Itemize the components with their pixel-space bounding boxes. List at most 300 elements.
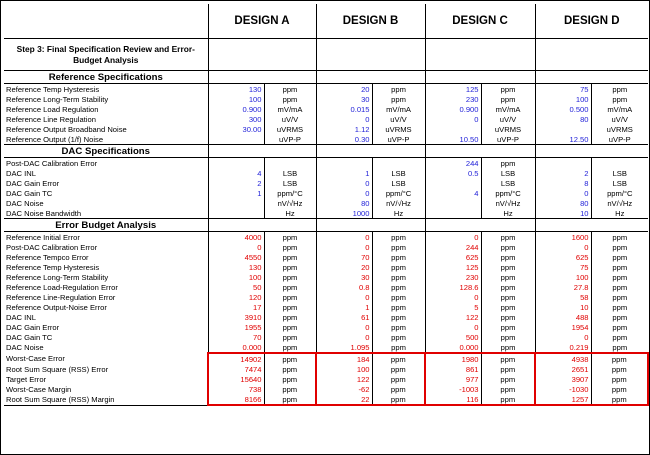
design-a-header[interactable]: DESIGN A: [208, 4, 316, 39]
row-label[interactable]: Root Sum Square (RSS) Margin: [4, 394, 208, 405]
unit-cell[interactable]: mV/mA: [481, 104, 535, 114]
table-row: [4, 208, 648, 219]
value-cell[interactable]: 3910: [208, 312, 264, 322]
row-label[interactable]: DAC INL: [6, 312, 36, 322]
row-label[interactable]: DAC Noise Bandwidth: [6, 208, 82, 218]
unit-cell[interactable]: LSB: [372, 168, 425, 178]
value-cell[interactable]: 0: [208, 242, 264, 252]
unit-cell[interactable]: ppm: [372, 322, 425, 332]
unit-cell[interactable]: ppm: [591, 292, 648, 302]
value-cell[interactable]: -1030: [535, 384, 591, 394]
unit-cell[interactable]: ppm: [591, 342, 648, 353]
step-blank-a[interactable]: [208, 39, 316, 71]
row-label[interactable]: Root Sum Square (RSS) Error: [6, 364, 109, 374]
unit-cell[interactable]: uV/V: [264, 114, 316, 124]
step-blank-d[interactable]: [535, 39, 648, 71]
unit-cell[interactable]: ppm: [372, 282, 425, 292]
value-cell[interactable]: 625: [425, 252, 481, 262]
error-budget-table: [4, 4, 649, 406]
unit-cell[interactable]: ppm: [481, 282, 535, 292]
unit-cell[interactable]: nV/√Hz: [372, 198, 425, 208]
table-row: [4, 262, 648, 272]
value-cell[interactable]: 230: [425, 94, 481, 104]
unit-cell[interactable]: ppm: [591, 332, 648, 342]
step-blank-b[interactable]: [316, 39, 425, 71]
value-cell[interactable]: 0: [535, 332, 591, 342]
section-blank-cell[interactable]: [316, 219, 425, 232]
unit-cell[interactable]: ppm: [591, 384, 648, 394]
value-cell[interactable]: 30: [316, 272, 372, 282]
unit-cell[interactable]: ppm: [481, 353, 535, 364]
value-cell[interactable]: 4: [208, 168, 264, 178]
value-cell[interactable]: 230: [425, 272, 481, 282]
unit-cell[interactable]: uV/V: [591, 114, 648, 124]
step-title[interactable]: Step 3: Final Specification Review and Error-Budget Analysis: [4, 39, 208, 71]
unit-cell[interactable]: ppm: [264, 252, 316, 262]
unit-cell[interactable]: ppm: [481, 262, 535, 272]
unit-cell[interactable]: ppm: [372, 353, 425, 364]
value-cell[interactable]: 30.00: [208, 124, 264, 134]
unit-cell[interactable]: ppm: [264, 322, 316, 332]
row-label[interactable]: Reference Temp Hysteresis: [6, 84, 100, 94]
unit-cell[interactable]: ppm: [264, 84, 316, 95]
value-cell[interactable]: 12.50: [535, 134, 591, 145]
value-cell[interactable]: 80: [316, 198, 372, 208]
value-cell[interactable]: 116: [425, 394, 481, 405]
value-cell[interactable]: 122: [316, 374, 372, 384]
unit-cell[interactable]: ppm: [591, 262, 648, 272]
unit-cell[interactable]: ppm: [372, 302, 425, 312]
row-label[interactable]: Reference Initial Error: [6, 232, 80, 242]
unit-cell[interactable]: ppm: [481, 374, 535, 384]
row-label[interactable]: DAC Gain Error: [6, 178, 60, 188]
value-cell[interactable]: 100: [208, 94, 264, 104]
value-cell[interactable]: 861: [425, 364, 481, 374]
unit-cell[interactable]: ppm: [264, 232, 316, 243]
value-cell[interactable]: 14902: [208, 353, 264, 364]
unit-cell[interactable]: ppm: [372, 312, 425, 322]
value-cell[interactable]: 0: [425, 322, 481, 332]
value-cell[interactable]: [425, 208, 481, 219]
unit-cell[interactable]: ppm: [372, 342, 425, 353]
unit-cell[interactable]: ppm: [481, 252, 535, 262]
table-row: [4, 322, 648, 332]
unit-cell[interactable]: LSB: [591, 168, 648, 178]
unit-cell[interactable]: ppm: [264, 332, 316, 342]
value-cell[interactable]: 22: [316, 394, 372, 405]
unit-cell[interactable]: [372, 158, 425, 169]
section-blank-cell[interactable]: [208, 219, 316, 232]
unit-cell[interactable]: ppm: [481, 332, 535, 342]
value-cell[interactable]: 0: [316, 322, 372, 332]
value-cell[interactable]: [208, 158, 264, 169]
value-cell[interactable]: 0.015: [316, 104, 372, 114]
row-label[interactable]: Reference Load-Regulation Error: [6, 282, 118, 292]
table-row: [4, 198, 648, 208]
value-cell[interactable]: 8: [535, 178, 591, 188]
value-cell[interactable]: 0: [316, 232, 372, 243]
value-cell[interactable]: 130: [208, 84, 264, 95]
unit-cell[interactable]: uVP-P: [481, 134, 535, 145]
table-row: [4, 272, 648, 282]
unit-cell[interactable]: ppm: [372, 394, 425, 405]
unit-cell[interactable]: ppm: [481, 292, 535, 302]
section-title[interactable]: DAC Specifications: [4, 145, 208, 158]
unit-cell[interactable]: ppm: [372, 232, 425, 243]
value-cell[interactable]: 0.30: [316, 134, 372, 145]
unit-cell[interactable]: ppm: [481, 384, 535, 394]
value-cell[interactable]: 128.6: [425, 282, 481, 292]
section-blank-cell[interactable]: [425, 71, 535, 84]
value-cell[interactable]: 1955: [208, 322, 264, 332]
unit-cell[interactable]: uVRMS: [591, 124, 648, 134]
value-cell[interactable]: 625: [535, 252, 591, 262]
unit-cell[interactable]: ppm: [264, 272, 316, 282]
unit-cell[interactable]: ppm: [264, 353, 316, 364]
unit-cell[interactable]: Hz: [481, 208, 535, 219]
value-cell[interactable]: 7474: [208, 364, 264, 374]
unit-cell[interactable]: ppm: [372, 242, 425, 252]
section-blank-cell[interactable]: [316, 71, 425, 84]
unit-cell[interactable]: ppm: [481, 84, 535, 95]
unit-cell[interactable]: ppm/°C: [481, 188, 535, 198]
value-cell[interactable]: 70: [316, 252, 372, 262]
value-cell[interactable]: 3907: [535, 374, 591, 384]
unit-cell[interactable]: ppm: [372, 94, 425, 104]
unit-cell[interactable]: ppm: [372, 252, 425, 262]
value-cell[interactable]: 2651: [535, 364, 591, 374]
value-cell[interactable]: 184: [316, 353, 372, 364]
unit-cell[interactable]: LSB: [372, 178, 425, 188]
value-cell[interactable]: 0: [425, 114, 481, 124]
value-cell[interactable]: 61: [316, 312, 372, 322]
table-row: [4, 332, 648, 342]
value-cell[interactable]: 0.5: [425, 168, 481, 178]
unit-cell[interactable]: LSB: [264, 168, 316, 178]
row-label[interactable]: Reference Tempco Error: [6, 252, 89, 262]
row-label[interactable]: Target Error: [6, 374, 47, 384]
row-label[interactable]: Reference Line-Regulation Error: [6, 292, 116, 302]
value-cell[interactable]: 0.000: [208, 342, 264, 353]
value-cell[interactable]: 0: [535, 188, 591, 198]
value-cell[interactable]: [425, 198, 481, 208]
value-cell[interactable]: 0: [316, 178, 372, 188]
unit-cell[interactable]: ppm: [372, 332, 425, 342]
unit-cell[interactable]: ppm: [372, 384, 425, 394]
section-blank-cell[interactable]: [316, 145, 425, 158]
unit-cell[interactable]: ppm: [591, 84, 648, 95]
design-d-header[interactable]: DESIGN D: [535, 4, 648, 39]
unit-cell[interactable]: ppm: [591, 322, 648, 332]
value-cell[interactable]: 120: [208, 292, 264, 302]
value-cell[interactable]: 10.50: [425, 134, 481, 145]
row-label[interactable]: Reference Load Regulation: [6, 104, 99, 114]
unit-cell[interactable]: ppm: [591, 94, 648, 104]
value-cell[interactable]: 1: [316, 302, 372, 312]
unit-cell[interactable]: ppm: [591, 312, 648, 322]
value-cell[interactable]: 100: [316, 364, 372, 374]
value-cell[interactable]: 488: [535, 312, 591, 322]
value-cell[interactable]: 0: [316, 292, 372, 302]
unit-cell[interactable]: ppm: [372, 292, 425, 302]
row-label[interactable]: Reference Output-Noise Error: [6, 302, 107, 312]
value-cell[interactable]: 0.8: [316, 282, 372, 292]
unit-cell[interactable]: ppm: [481, 272, 535, 282]
row-label[interactable]: Reference Line Regulation: [6, 114, 96, 124]
section-blank-cell[interactable]: [535, 219, 648, 232]
value-cell[interactable]: 0.000: [425, 342, 481, 353]
section-blank-cell[interactable]: [425, 145, 535, 158]
unit-cell[interactable]: ppm: [264, 312, 316, 322]
section-blank-cell[interactable]: [208, 145, 316, 158]
unit-cell[interactable]: uV/V: [372, 114, 425, 124]
value-cell[interactable]: 30: [316, 94, 372, 104]
value-cell[interactable]: 100: [535, 94, 591, 104]
unit-cell[interactable]: ppm/°C: [372, 188, 425, 198]
value-cell[interactable]: [535, 124, 591, 134]
value-cell[interactable]: 2: [535, 168, 591, 178]
unit-cell[interactable]: ppm: [591, 232, 648, 243]
value-cell[interactable]: 20: [316, 84, 372, 95]
unit-cell[interactable]: ppm: [481, 302, 535, 312]
row-label[interactable]: Worst-Case Margin: [6, 384, 72, 394]
row-label[interactable]: Reference Output (1/f) Noise: [6, 134, 104, 144]
row-label[interactable]: Reference Long-Term Stability: [6, 272, 109, 282]
row-label[interactable]: Worst-Case Error: [6, 354, 65, 363]
unit-cell[interactable]: LSB: [591, 178, 648, 188]
row-label[interactable]: DAC Gain Error: [6, 322, 60, 332]
value-cell[interactable]: 1000: [316, 208, 372, 219]
section-blank-cell[interactable]: [208, 71, 316, 84]
value-cell[interactable]: 0.900: [208, 104, 264, 114]
value-cell[interactable]: 0: [316, 114, 372, 124]
section-title[interactable]: Reference Specifications: [4, 71, 208, 84]
unit-cell[interactable]: uVRMS: [264, 124, 316, 134]
value-cell[interactable]: 122: [425, 312, 481, 322]
value-cell[interactable]: 17: [208, 302, 264, 312]
row-label[interactable]: DAC Noise: [6, 198, 44, 208]
row-label[interactable]: Post-DAC Calibration Error: [6, 158, 98, 168]
unit-cell[interactable]: ppm: [372, 84, 425, 95]
table-row: [4, 302, 648, 312]
value-cell[interactable]: 1.095: [316, 342, 372, 353]
unit-cell[interactable]: uVRMS: [372, 124, 425, 134]
row-label[interactable]: DAC Gain TC: [6, 332, 53, 342]
value-cell[interactable]: 500: [425, 332, 481, 342]
unit-cell[interactable]: ppm: [264, 282, 316, 292]
value-cell[interactable]: 80: [535, 114, 591, 124]
value-cell[interactable]: 75: [535, 84, 591, 95]
step-blank-c[interactable]: [425, 39, 535, 71]
value-cell[interactable]: 8166: [208, 394, 264, 405]
value-cell[interactable]: [208, 198, 264, 208]
unit-cell[interactable]: LSB: [481, 168, 535, 178]
unit-cell[interactable]: ppm: [264, 94, 316, 104]
unit-cell[interactable]: ppm: [591, 394, 648, 405]
value-cell[interactable]: 80: [535, 198, 591, 208]
unit-cell[interactable]: mV/mA: [591, 104, 648, 114]
unit-cell[interactable]: Hz: [372, 208, 425, 219]
unit-cell[interactable]: Hz: [591, 208, 648, 219]
value-cell[interactable]: 15640: [208, 374, 264, 384]
unit-cell[interactable]: ppm: [481, 322, 535, 332]
unit-cell[interactable]: mV/mA: [372, 104, 425, 114]
section-title[interactable]: Error Budget Analysis: [4, 219, 208, 232]
table-row: [4, 124, 648, 134]
section-blank-cell[interactable]: [425, 219, 535, 232]
unit-cell[interactable]: nV/√Hz: [591, 198, 648, 208]
table-row: [4, 312, 648, 322]
value-cell[interactable]: 244: [425, 242, 481, 252]
unit-cell[interactable]: ppm: [591, 282, 648, 292]
unit-cell[interactable]: uVP-P: [372, 134, 425, 145]
unit-cell[interactable]: ppm: [591, 272, 648, 282]
unit-cell[interactable]: ppm: [264, 242, 316, 252]
unit-cell[interactable]: ppm: [481, 242, 535, 252]
unit-cell[interactable]: ppm: [591, 242, 648, 252]
unit-cell[interactable]: ppm: [264, 364, 316, 374]
unit-cell[interactable]: uVRMS: [481, 124, 535, 134]
value-cell[interactable]: [208, 134, 264, 145]
value-cell[interactable]: 1980: [425, 353, 481, 364]
unit-cell[interactable]: ppm: [372, 364, 425, 374]
section-blank-cell[interactable]: [535, 71, 648, 84]
value-cell[interactable]: [425, 178, 481, 188]
value-cell[interactable]: 1: [316, 168, 372, 178]
value-cell[interactable]: 977: [425, 374, 481, 384]
unit-cell[interactable]: ppm: [481, 342, 535, 353]
value-cell[interactable]: 58: [535, 292, 591, 302]
value-cell[interactable]: 1600: [535, 232, 591, 243]
value-cell[interactable]: 0: [316, 332, 372, 342]
value-cell[interactable]: 4000: [208, 232, 264, 243]
unit-cell[interactable]: [591, 158, 648, 169]
value-cell[interactable]: -1003: [425, 384, 481, 394]
unit-cell[interactable]: ppm: [481, 232, 535, 243]
row-label[interactable]: DAC Noise: [6, 343, 44, 352]
table-row: [4, 94, 648, 104]
value-cell[interactable]: 300: [208, 114, 264, 124]
design-b-header[interactable]: DESIGN B: [316, 4, 425, 39]
unit-cell[interactable]: ppm: [264, 374, 316, 384]
unit-cell[interactable]: Hz: [264, 208, 316, 219]
row-label[interactable]: Post-DAC Calibration Error: [6, 242, 98, 252]
value-cell[interactable]: 738: [208, 384, 264, 394]
value-cell[interactable]: 70: [208, 332, 264, 342]
row-label[interactable]: Reference Long-Term Stability: [6, 94, 109, 104]
value-cell[interactable]: 0: [316, 188, 372, 198]
value-cell[interactable]: 4938: [535, 353, 591, 364]
unit-cell[interactable]: ppm: [264, 394, 316, 405]
value-cell[interactable]: 125: [425, 262, 481, 272]
unit-cell[interactable]: ppm: [481, 94, 535, 104]
value-cell[interactable]: 1954: [535, 322, 591, 332]
unit-cell[interactable]: ppm: [372, 272, 425, 282]
value-cell[interactable]: [208, 208, 264, 219]
value-cell[interactable]: 130: [208, 262, 264, 272]
design-c-header[interactable]: DESIGN C: [425, 4, 535, 39]
value-cell[interactable]: 75: [535, 262, 591, 272]
header-blank-cell[interactable]: [4, 4, 208, 39]
value-cell[interactable]: 27.8: [535, 282, 591, 292]
value-cell[interactable]: 20: [316, 262, 372, 272]
unit-cell[interactable]: ppm: [591, 302, 648, 312]
value-cell[interactable]: 0.219: [535, 342, 591, 353]
value-cell[interactable]: 1: [208, 188, 264, 198]
unit-cell[interactable]: ppm: [264, 384, 316, 394]
unit-cell[interactable]: uVP-P: [264, 134, 316, 145]
value-cell[interactable]: 0: [425, 292, 481, 302]
unit-cell[interactable]: uV/V: [481, 114, 535, 124]
value-cell[interactable]: 0: [535, 242, 591, 252]
unit-cell[interactable]: uVP-P: [591, 134, 648, 145]
value-cell[interactable]: 100: [208, 272, 264, 282]
table-row: [4, 353, 648, 364]
unit-cell[interactable]: nV/√Hz: [264, 198, 316, 208]
unit-cell[interactable]: ppm: [264, 262, 316, 272]
row-label[interactable]: Reference Output Broadband Noise: [6, 124, 127, 134]
unit-cell[interactable]: ppm: [591, 353, 648, 364]
value-cell[interactable]: 5: [425, 302, 481, 312]
unit-cell[interactable]: ppm: [372, 262, 425, 272]
row-label[interactable]: Reference Temp Hysteresis: [6, 262, 100, 272]
unit-cell[interactable]: ppm: [372, 374, 425, 384]
table-row: [4, 242, 648, 252]
value-cell[interactable]: 4550: [208, 252, 264, 262]
row-label[interactable]: DAC Gain TC: [6, 188, 53, 198]
value-cell[interactable]: 2: [208, 178, 264, 188]
unit-cell[interactable]: ppm: [481, 158, 535, 169]
unit-cell[interactable]: ppm/°C: [264, 188, 316, 198]
unit-cell[interactable]: nV/√Hz: [481, 198, 535, 208]
section-blank-cell[interactable]: [535, 145, 648, 158]
unit-cell[interactable]: ppm: [264, 342, 316, 353]
unit-cell[interactable]: [264, 158, 316, 169]
value-cell[interactable]: 0: [316, 242, 372, 252]
value-cell[interactable]: [535, 158, 591, 169]
unit-cell[interactable]: ppm: [481, 312, 535, 322]
table-row: [4, 104, 648, 114]
value-cell[interactable]: 1257: [535, 394, 591, 405]
unit-cell[interactable]: ppm: [264, 292, 316, 302]
value-cell[interactable]: 0: [425, 232, 481, 243]
value-cell[interactable]: 4: [425, 188, 481, 198]
value-cell[interactable]: 10: [535, 302, 591, 312]
value-cell[interactable]: 0.900: [425, 104, 481, 114]
value-cell[interactable]: 10: [535, 208, 591, 219]
value-cell[interactable]: 0.500: [535, 104, 591, 114]
row-label[interactable]: DAC INL: [6, 168, 36, 178]
unit-cell[interactable]: LSB: [264, 178, 316, 188]
value-cell[interactable]: 100: [535, 272, 591, 282]
unit-cell[interactable]: mV/mA: [264, 104, 316, 114]
unit-cell[interactable]: ppm: [481, 394, 535, 405]
value-cell[interactable]: -62: [316, 384, 372, 394]
unit-cell[interactable]: ppm: [481, 364, 535, 374]
value-cell[interactable]: [316, 158, 372, 169]
unit-cell[interactable]: ppm: [264, 302, 316, 312]
unit-cell[interactable]: ppm: [591, 374, 648, 384]
value-cell[interactable]: 244: [425, 158, 481, 169]
value-cell[interactable]: 50: [208, 282, 264, 292]
unit-cell[interactable]: ppm: [591, 252, 648, 262]
unit-cell[interactable]: LSB: [481, 178, 535, 188]
value-cell[interactable]: 125: [425, 84, 481, 95]
unit-cell[interactable]: ppm: [591, 364, 648, 374]
value-cell[interactable]: 1.12: [316, 124, 372, 134]
value-cell[interactable]: [425, 124, 481, 134]
unit-cell[interactable]: ppm/°C: [591, 188, 648, 198]
